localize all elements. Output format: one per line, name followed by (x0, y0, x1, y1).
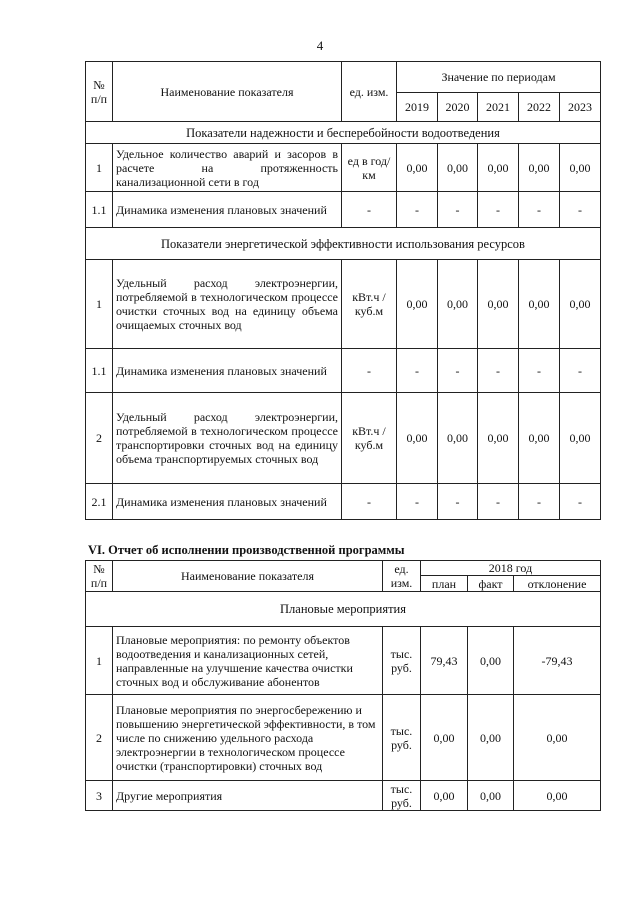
table-row (86, 627, 601, 695)
row-name: Удельный расход электроэнергии, потребляемой в технологическом процессе транспортировки сточных вод на единицу объема транспортируемых сточных вод (113, 393, 342, 484)
row-name: Удельный расход электроэнергии, потребляемой в технологическом процессе очистки сточных вод на единицу объема очищаемых сточных вод (113, 260, 342, 349)
row-unit: кВт.ч / куб.м (342, 260, 397, 349)
row-value: 0,00 (478, 393, 519, 484)
row-value: - (519, 192, 560, 228)
row-num: 3 (86, 781, 113, 811)
row-value: - (560, 484, 601, 520)
row-num: 1.1 (86, 349, 113, 393)
table-row (86, 144, 601, 192)
header-num: № п/п (86, 561, 113, 592)
row-value: 0,00 (397, 393, 438, 484)
row-plan: 0,00 (421, 695, 468, 781)
row-name: Динамика изменения плановых значений (113, 349, 342, 393)
row-value: - (397, 349, 438, 393)
row-fact: 0,00 (468, 781, 514, 811)
row-unit: ед в год/ км (342, 144, 397, 192)
row-value: 0,00 (560, 260, 601, 349)
row-deviation: -79,43 (514, 627, 601, 695)
header-name: Наименование показателя (113, 62, 342, 122)
row-num: 2 (86, 393, 113, 484)
row-num: 2 (86, 695, 113, 781)
page-number: 4 (316, 38, 324, 53)
row-name: Плановые мероприятия по энергосбережению и повышению энергетической эффективности, в том числе по снижению удельного расхода электроэнергии в технологическом процессе очистки (транспортировки) сточных вод (113, 695, 383, 781)
row-value: - (397, 192, 438, 228)
row-num: 1 (86, 260, 113, 349)
row-unit: тыс. руб. (383, 695, 421, 781)
row-unit: тыс. руб. (383, 781, 421, 811)
row-unit: тыс. руб. (383, 627, 421, 695)
table-row (86, 695, 601, 781)
row-name: Динамика изменения плановых значений (113, 192, 342, 228)
header-deviation: отклонение (514, 576, 601, 592)
row-value: - (519, 484, 560, 520)
header-unit: ед. изм. (342, 62, 397, 122)
row-value: 0,00 (438, 260, 478, 349)
table-row (86, 349, 601, 393)
row-name: Удельное количество аварий и засоров в расчете на протяженность канализационной сети в год (113, 144, 342, 192)
header-plan: план (421, 576, 468, 592)
table-row (86, 260, 601, 349)
row-value: - (478, 484, 519, 520)
table-row (86, 393, 601, 484)
header-fact: факт (468, 576, 514, 592)
row-deviation: 0,00 (514, 781, 601, 811)
row-value: 0,00 (560, 393, 601, 484)
section-vi-title: VI. Отчет об исполнении производственной программы (88, 543, 405, 557)
header-year: 2018 год (421, 561, 601, 576)
row-value: - (397, 484, 438, 520)
header-name: Наименование показателя (113, 561, 383, 592)
row-fact: 0,00 (468, 627, 514, 695)
row-value: - (560, 192, 601, 228)
header-year: 2020 (438, 93, 478, 122)
program-report-table (85, 560, 601, 811)
row-value: 0,00 (478, 144, 519, 192)
section-reliability: Показатели надежности и бесперебойности водоотведения (86, 122, 601, 144)
header-year: 2021 (478, 93, 519, 122)
row-value: 0,00 (478, 260, 519, 349)
row-value: 0,00 (438, 393, 478, 484)
row-deviation: 0,00 (514, 695, 601, 781)
row-value: 0,00 (519, 393, 560, 484)
row-value: 0,00 (438, 144, 478, 192)
row-name: Другие мероприятия (113, 781, 383, 811)
header-num: № п/п (86, 62, 113, 122)
header-year: 2019 (397, 93, 438, 122)
table-row (86, 484, 601, 520)
header-periods: Значение по периодам (397, 62, 601, 93)
row-value: - (519, 349, 560, 393)
header-year: 2023 (560, 93, 601, 122)
row-plan: 79,43 (421, 627, 468, 695)
table-row (86, 192, 601, 228)
row-name: Динамика изменения плановых значений (113, 484, 342, 520)
row-plan: 0,00 (421, 781, 468, 811)
row-value: 0,00 (397, 260, 438, 349)
target-indicators-table (85, 61, 601, 520)
row-num: 1 (86, 627, 113, 695)
row-value: - (438, 349, 478, 393)
row-unit: - (342, 192, 397, 228)
row-value: 0,00 (519, 260, 560, 349)
row-value: 0,00 (560, 144, 601, 192)
row-num: 1.1 (86, 192, 113, 228)
row-unit: - (342, 349, 397, 393)
row-name: Плановые мероприятия: по ремонту объектов водоотведения и канализационных сетей, направленные на улучшение качества очистки сточных вод и обслуживание абонентов (113, 627, 383, 695)
table-row (86, 781, 601, 811)
row-value: - (478, 349, 519, 393)
section-planned-measures: Плановые мероприятия (86, 592, 601, 627)
row-value: - (560, 349, 601, 393)
row-unit: кВт.ч / куб.м (342, 393, 397, 484)
row-num: 1 (86, 144, 113, 192)
header-year: 2022 (519, 93, 560, 122)
section-energy-efficiency: Показатели энергетической эффективности использования ресурсов (86, 228, 601, 260)
row-unit: - (342, 484, 397, 520)
row-num: 2.1 (86, 484, 113, 520)
row-fact: 0,00 (468, 695, 514, 781)
row-value: - (478, 192, 519, 228)
row-value: - (438, 192, 478, 228)
row-value: - (438, 484, 478, 520)
row-value: 0,00 (519, 144, 560, 192)
header-unit: ед. изм. (383, 561, 421, 592)
row-value: 0,00 (397, 144, 438, 192)
